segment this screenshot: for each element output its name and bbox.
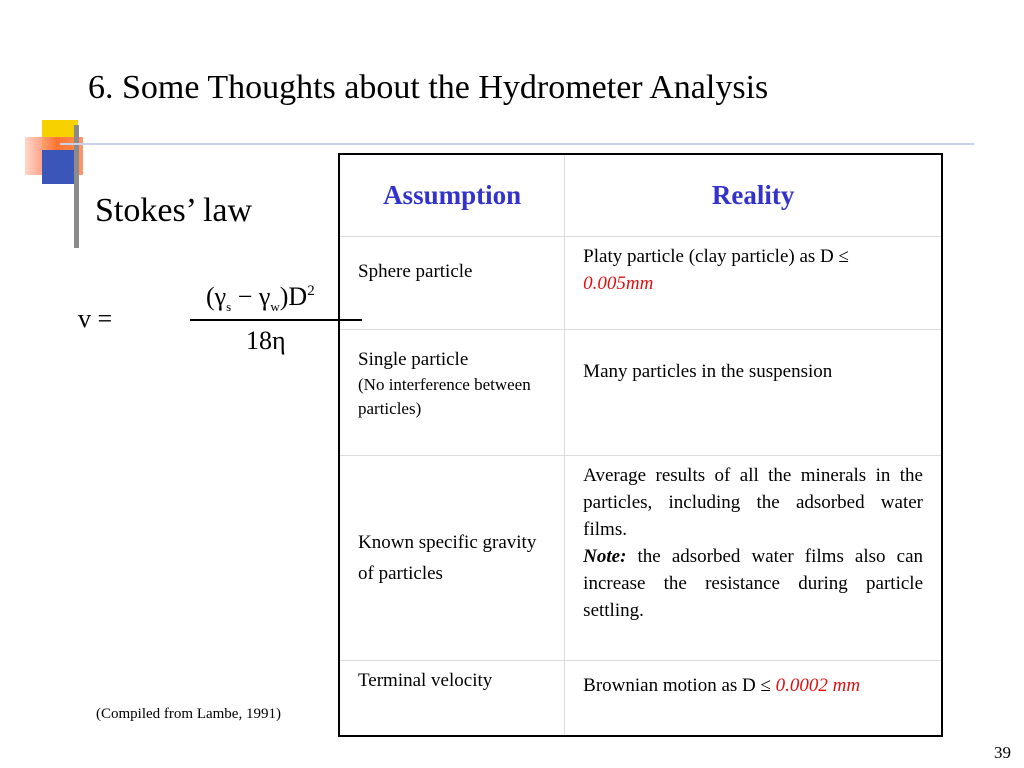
reality-cell: Platy particle (clay particle) as D ≤ 0.005mm <box>565 236 942 329</box>
source-note: (Compiled from Lambe, 1991) <box>96 706 281 722</box>
note-label: Note: <box>583 545 627 567</box>
assumption-reality-table <box>338 153 943 737</box>
assumption-note: (No interference between particles) <box>358 374 531 418</box>
reality-cell: Many particles in the suspension <box>565 329 942 455</box>
formula-numerator: $(\gamma_s - \gamma_w)D^2$ <box>206 282 315 314</box>
accent-blue-block <box>42 150 74 184</box>
page-number: 39 <box>994 743 1011 762</box>
size-value: 0.0002 mm <box>775 674 861 696</box>
table-row <box>339 329 942 455</box>
header-reality: Reality <box>565 154 942 236</box>
assumption-cell: Known specific gravity of particles <box>339 455 565 660</box>
formula-denominator: 18η <box>246 326 286 355</box>
stokes-law-formula <box>78 282 315 362</box>
size-value: 0.005mm <box>583 272 654 294</box>
table-row <box>339 236 942 329</box>
stokes-law-heading: Stokes’ law <box>95 192 253 229</box>
title-underline-rule <box>60 143 974 145</box>
slide-title: 6. Some Thoughts about the Hydrometer Analysis <box>88 69 769 106</box>
assumption-cell: Sphere particle <box>339 236 565 329</box>
reality-cell: Brownian motion as D ≤ 0.0002 mm <box>565 660 942 736</box>
formula-lhs: v = <box>78 304 113 333</box>
table-row <box>339 455 942 660</box>
assumption-cell: Single particle (No interference between particles) <box>339 329 565 455</box>
fraction-bar <box>190 319 362 321</box>
assumption-cell: Terminal velocity <box>339 660 565 736</box>
header-assumption: Assumption <box>339 154 565 236</box>
table-row <box>339 660 942 736</box>
reality-cell: Average results of all the minerals in the particles, including the adsorbed water films. Note: the adsorbed water films also can increase the resistance during particle settling. <box>565 455 942 660</box>
